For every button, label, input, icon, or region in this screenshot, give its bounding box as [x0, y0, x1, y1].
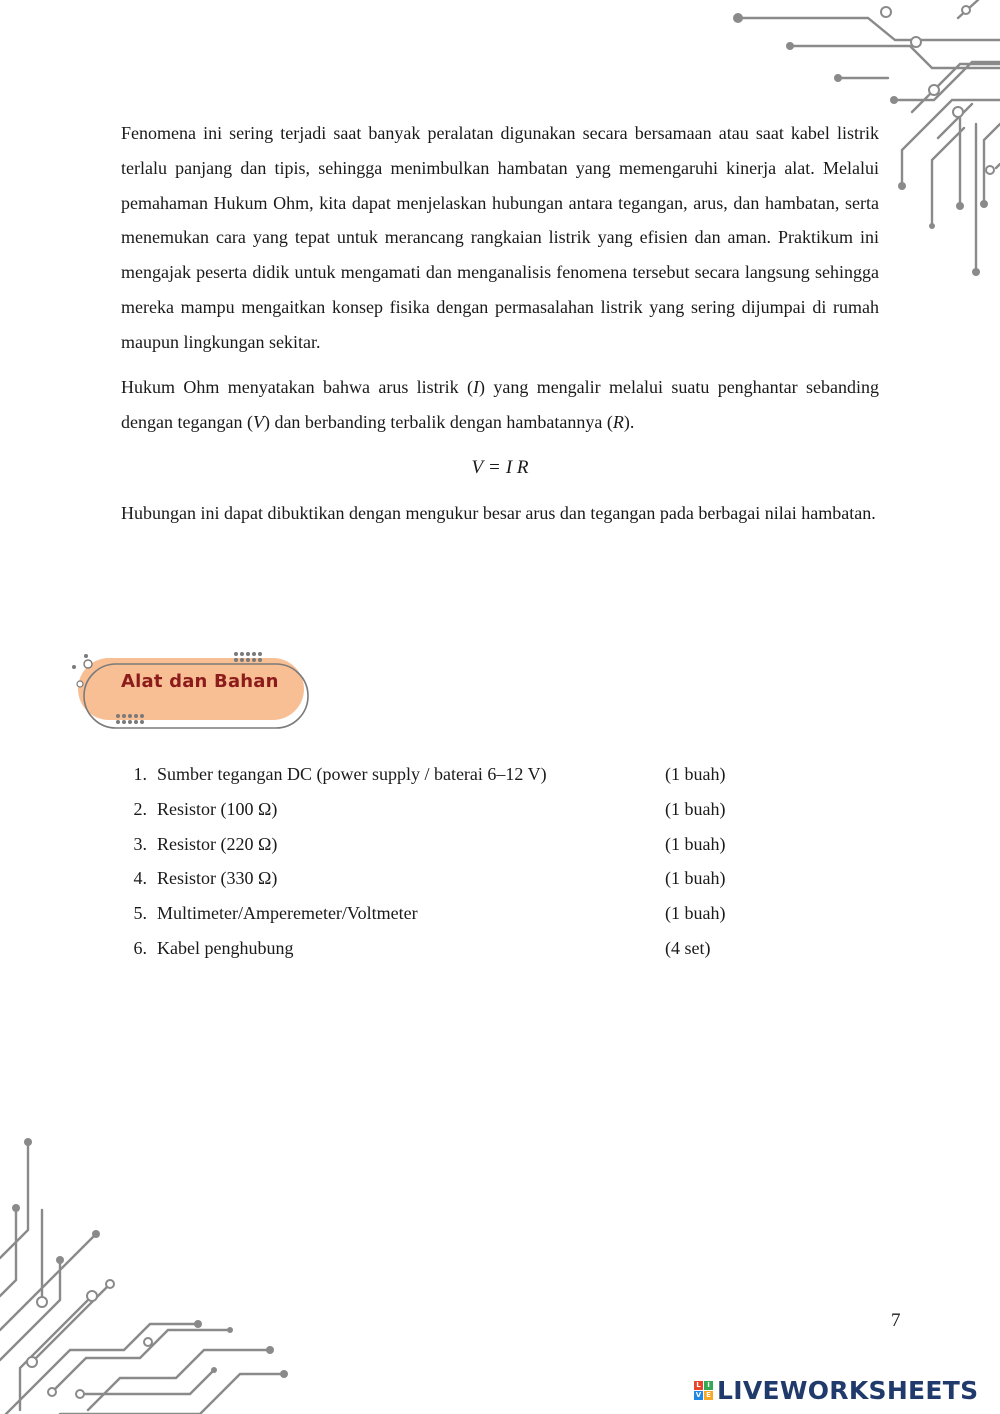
list-item-name: Resistor (100 Ω) [157, 798, 278, 819]
equation-rhs: I R [505, 457, 529, 478]
var-resistance: R [612, 411, 624, 432]
section-title: Alat dan Bahan [121, 671, 279, 692]
section-badge [70, 648, 320, 736]
list-item-number: 2. [133, 798, 147, 819]
ohm-law-text-4: ). [623, 411, 635, 432]
circuit-decoration-bottom-left [0, 1130, 300, 1414]
list-item-name: Sumber tegangan DC (power supply / baterai 6–12 V) [157, 764, 547, 784]
logo-grid-letter: I [704, 1381, 713, 1390]
list-item-quantity: (1 buah) [665, 868, 726, 889]
logo-grid-letter: L [694, 1381, 703, 1390]
logo-mark-icon [694, 1381, 713, 1400]
var-voltage: V [252, 411, 264, 432]
list-item-number: 4. [133, 868, 147, 889]
list-item-quantity: (4 set) [665, 937, 711, 958]
list-item-number: 6. [133, 937, 147, 958]
list-item [121, 896, 771, 931]
list-item-quantity: (1 buah) [665, 833, 726, 854]
ohm-law-text-1: Hukum Ohm menyatakan bahwa arus listrik ( [121, 377, 474, 397]
list-item [121, 827, 771, 862]
list-item-number: 1. [133, 764, 147, 784]
logo-grid-letter: E [704, 1391, 713, 1400]
ohm-law-equation [0, 451, 1000, 485]
ohm-law-paragraph [121, 370, 879, 440]
intro-paragraph: Fenomena ini sering terjadi saat banyak peralatan digunakan secara bersamaan atau saat kabel listrik terlalu panjang dan tipis, sehingga menimbulkan hambatan yang memengaruhi kinerja alat. Melalui pemahaman Hukum Ohm, kita dapat menjelaskan hubungan antara tegangan, arus, dan hambatan, serta menemukan cara yang tepat untuk merancang rangkaian listrik yang efisien dan aman. Praktikum ini mengajak peserta didik untuk mengamati dan menganalisis fenomena tersebut secara langsung sehingga mereka mampu mengaitkan konsep fisika dengan permasalahan listrik yang sering dijumpai di rumah maupun lingkungan sekitar. [121, 123, 879, 352]
logo-text: LIVEWORKSHEETS [717, 1375, 979, 1405]
liveworksheets-logo [694, 1373, 978, 1407]
list-item [121, 757, 771, 792]
var-current: I [473, 377, 480, 397]
list-item-number: 5. [133, 903, 147, 924]
list-item-number: 3. [133, 833, 147, 854]
list-item-name: Multimeter/Amperemeter/Voltmeter [157, 903, 418, 924]
proof-paragraph: Hubungan ini dapat dibuktikan dengan mengukur besar arus dan tegangan pada berbagai nilai hambatan. [121, 503, 876, 523]
equation-operator: = [489, 457, 500, 478]
list-item-name: Resistor (220 Ω) [157, 833, 278, 854]
list-item [121, 931, 771, 966]
list-item-name: Kabel penghubung [157, 937, 294, 958]
page-number: 7 [891, 1310, 901, 1331]
tools-list [121, 757, 771, 966]
list-item-quantity: (1 buah) [665, 903, 726, 924]
equation-lhs: V [471, 457, 484, 478]
list-item [121, 861, 771, 896]
list-item-name: Resistor (330 Ω) [157, 868, 278, 889]
ohm-law-text-2: ) yang mengalir melalui suatu penghantar sebanding dengan tegangan ( [121, 377, 879, 432]
list-item-quantity: (1 buah) [665, 764, 726, 784]
logo-grid-letter: V [695, 1390, 702, 1399]
ohm-law-text-3: ) dan berbanding terbalik dengan hambatannya ( [263, 411, 613, 432]
list-item [121, 792, 771, 827]
list-item-quantity: (1 buah) [665, 798, 726, 819]
